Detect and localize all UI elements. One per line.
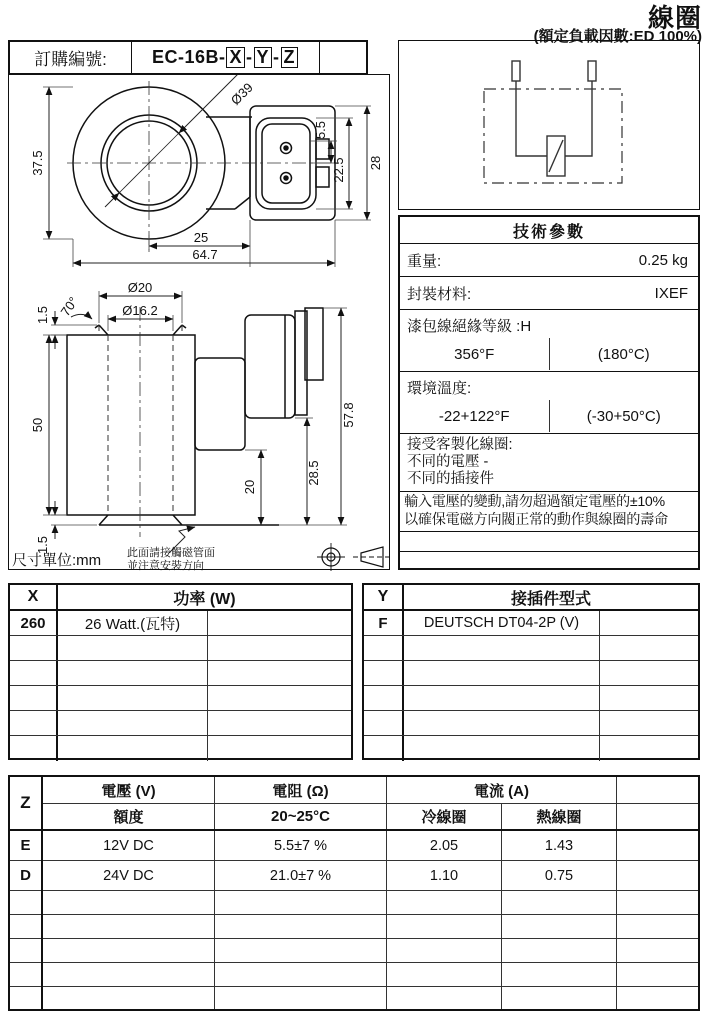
y-row-value: DEUTSCH DT04-2P (V)	[404, 611, 600, 635]
dim-height-57-8: 57.8	[341, 402, 356, 428]
z-voltage: 24V DC	[43, 861, 215, 890]
order-code-y: Y	[254, 47, 273, 68]
x-empty-row	[10, 636, 351, 661]
z-sub-rated: 額度	[43, 804, 215, 829]
x-table-header: 功率 (W)	[173, 590, 236, 608]
y-empty-row	[364, 636, 698, 661]
z-empty-row	[43, 987, 698, 1009]
y-empty-row	[364, 711, 698, 736]
z-empty-key	[10, 915, 41, 939]
page-subtitle: (額定負載因數:ED 100%)	[533, 28, 702, 45]
order-number-code	[132, 42, 320, 73]
dim-lip-1-5-top: 1.5	[35, 305, 50, 325]
weight-label: 重量:	[407, 252, 442, 270]
insulation-label: 漆包線絕緣等級 :H	[407, 318, 532, 335]
order-code-x: X	[226, 47, 245, 68]
voltage-variation-note	[400, 492, 698, 532]
z-row-key: D	[10, 861, 41, 891]
z-empty-key	[10, 987, 41, 1009]
coil-tube-outline	[67, 335, 195, 515]
z-data-row-D	[43, 861, 698, 891]
weight-row	[400, 244, 698, 277]
z-current-hot: 0.75	[502, 861, 617, 890]
ambient-celsius: (-30+50°C)	[549, 400, 699, 432]
material-row	[400, 277, 698, 310]
dim-diameter-20: Ø20	[127, 280, 153, 295]
voltage-option-table	[8, 775, 700, 1011]
insulation-celsius: (180°C)	[549, 338, 699, 370]
custom-line2: 不同的電壓 -	[407, 454, 489, 471]
projection-cone-icon	[353, 547, 389, 567]
custom-line1: 接受客製化線圈:	[407, 437, 513, 453]
order-number-table	[8, 40, 368, 75]
z-empty-row	[43, 915, 698, 939]
connector-neck-outline	[195, 358, 245, 450]
x-empty-row	[10, 686, 351, 711]
dim-width-64-7: 64.7	[192, 247, 218, 262]
dim-conn-28: 28	[368, 155, 383, 171]
tech-params-title: 技術參數	[400, 217, 698, 244]
page-title: 線圈	[647, 3, 702, 33]
order-code-prefix: EC-16B-	[151, 47, 226, 67]
y-row-empty-cell	[600, 611, 698, 635]
dim-diameter-16-2: Ø16.2	[122, 303, 158, 318]
y-empty-row	[364, 686, 698, 711]
unit-note: 尺寸單位:mm	[12, 552, 102, 569]
z-current-hot: 1.43	[502, 831, 617, 860]
z-empty-key	[10, 891, 41, 915]
insulation-fahrenheit: 356°F	[454, 345, 495, 363]
z-col-empty	[617, 777, 698, 803]
z-sub-hot-coil: 熱線圈	[502, 804, 617, 829]
z-sub-empty	[617, 804, 698, 829]
z-table-key-header: Z	[10, 777, 41, 831]
dim-pin-5-5: 5.5	[313, 120, 328, 140]
y-empty-row	[364, 661, 698, 686]
z-sub-temp: 20~25°C	[215, 804, 387, 829]
ambient-label: 環境溫度:	[407, 380, 472, 397]
note-line1: 輸入電壓的變動,請勿超過額定電壓的±10%	[404, 494, 665, 510]
coil-dimension-drawing	[9, 75, 391, 571]
z-sub-cold-coil: 冷線圈	[387, 804, 502, 829]
x-row-value: 26 Watt.(瓦特)	[58, 611, 208, 635]
material-label: 封裝材料:	[407, 285, 472, 303]
dim-conn-22-5: 22.5	[331, 157, 346, 183]
z-empty-key	[10, 939, 41, 963]
material-value: IXEF	[654, 284, 688, 302]
order-code-z: Z	[281, 47, 299, 68]
y-table-header: 接插件型式	[510, 590, 591, 608]
power-option-table	[8, 583, 353, 760]
z-data-row-E	[43, 831, 698, 861]
dim-diameter-39: Ø39	[227, 79, 256, 108]
weight-value: 0.25 kg	[638, 251, 688, 269]
z-empty-row	[43, 963, 698, 987]
x-empty-row	[10, 711, 351, 736]
dim-height-37-5: 37.5	[30, 150, 45, 176]
tech-empty-row	[400, 552, 698, 572]
dim-angle-70: 70°	[57, 294, 82, 319]
dim-height-20: 20	[242, 479, 257, 495]
order-code-sep1: -	[246, 47, 253, 67]
z-voltage: 12V DC	[43, 831, 215, 860]
y-table-key-header: Y	[364, 585, 404, 609]
z-col-voltage: 電壓 (V)	[43, 777, 215, 803]
z-row-key: E	[10, 831, 41, 861]
dimension-drawing-panel	[8, 74, 390, 570]
technical-parameters-table	[398, 215, 700, 570]
z-current-cold: 1.10	[387, 861, 502, 890]
z-empty-row	[43, 891, 698, 915]
first-angle-projection-icon	[317, 543, 345, 571]
ambient-temperature-row	[400, 372, 698, 434]
dim-width-25: 25	[193, 230, 209, 245]
mount-note-line2: 並注意安裝方向	[127, 560, 204, 571]
electrical-symbol-panel	[398, 40, 700, 210]
connector-option-table	[362, 583, 700, 760]
order-number-label: 訂購編號:	[10, 42, 132, 73]
dim-lip-1-5-bottom: 1.5	[35, 535, 50, 555]
x-empty-row	[10, 661, 351, 686]
custom-line3: 不同的插接件	[407, 471, 494, 488]
z-empty-row	[43, 939, 698, 963]
customization-row	[400, 434, 698, 492]
insulation-row	[400, 310, 698, 372]
y-empty-row	[364, 736, 698, 761]
tech-empty-row	[400, 532, 698, 552]
dim-height-28-5: 28.5	[306, 460, 321, 486]
y-row-key: F	[364, 611, 404, 635]
z-resistance: 5.5±7 %	[215, 831, 387, 860]
ambient-fahrenheit: -22+122°F	[438, 407, 510, 425]
coil-electrical-symbol	[399, 41, 698, 208]
order-number-empty-cell	[320, 42, 366, 73]
z-resistance: 21.0±7 %	[215, 861, 387, 890]
note-line2: 以確保電磁方向閥正常的動作與線圈的壽命	[404, 511, 668, 528]
z-col-current: 電流 (A)	[387, 777, 617, 803]
z-empty-key	[10, 963, 41, 987]
dim-height-50: 50	[30, 417, 45, 433]
z-current-cold: 2.05	[387, 831, 502, 860]
x-empty-row	[10, 736, 351, 761]
order-code-sep2: -	[273, 47, 280, 67]
mount-note-line1: 此面請接觸磁管面	[127, 547, 215, 559]
x-row-key: 260	[10, 611, 58, 635]
x-table-key-header: X	[10, 585, 58, 609]
z-col-resistance: 電阻 (Ω)	[215, 777, 387, 803]
x-row-empty-cell	[208, 611, 351, 635]
